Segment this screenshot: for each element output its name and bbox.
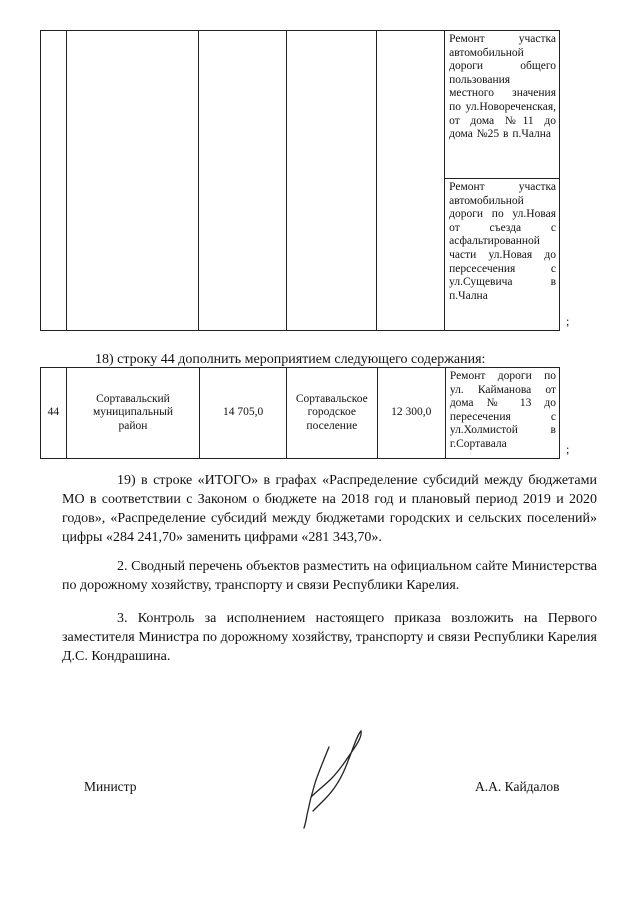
objects-table-continued bbox=[40, 30, 560, 331]
table-row bbox=[41, 368, 560, 459]
paragraph-3: 3. Контроль за исполнением настоящего приказа возложить на Первого заместителя Министра по дорожному хозяйству, транспорту и связи Республики Карелия Д.С. Кондрашина. bbox=[62, 611, 597, 664]
row-44-table bbox=[40, 367, 560, 459]
table-cell-event bbox=[445, 179, 560, 331]
table-cell bbox=[286, 31, 376, 331]
trailing-semicolon: ; bbox=[566, 442, 570, 456]
event-text: Ремонт участка автомобильной дороги по ул.Новая от съезда с асфальтированной части ул.Новая до персесечения с ул.Сущевича в п.Чална bbox=[449, 181, 556, 302]
table-cell bbox=[66, 31, 199, 331]
event-text: Ремонт дороги по ул. Кайманова от дома № 13 до пересечения с ул.Холмистой в г.Сортавала bbox=[449, 370, 556, 450]
event-text: Ремонт участка автомобильной дороги общего пользования местного значения по ул.Новореченская, от дома №11 до дома №25 в п.Чална bbox=[449, 33, 556, 141]
event-cell bbox=[445, 368, 559, 459]
paragraph-19: 19) в строке «ИТОГО» в графах «Распределение субсидий между бюджетами МО в соответствии с Законом о бюджете на 2018 год и плановый период 2019 и 2020 годов», «Распределение субсидий между бюджетами городских и сельских поселений» цифры «284 241,70» заменить цифрами «281 343,70». bbox=[62, 473, 597, 545]
table-cell bbox=[41, 31, 67, 331]
district-text: Сортавальский муниципальный район bbox=[92, 392, 173, 432]
paragraph-2: 2. Сводный перечень объектов разместить на официальном сайте Министерства по дорожному хозяйству, транспорту и связи Республики Карелия. bbox=[62, 559, 597, 593]
table-row bbox=[41, 31, 560, 179]
settlement-text: Сортавальское городское поселение bbox=[295, 392, 368, 432]
amount2-cell: 12 300,0 bbox=[377, 368, 445, 459]
signatory-title: Министр bbox=[84, 779, 137, 794]
table-cell-event bbox=[445, 31, 560, 179]
settlement-cell bbox=[286, 368, 377, 459]
district-cell bbox=[66, 368, 200, 459]
row-number: 44 bbox=[41, 368, 67, 459]
trailing-semicolon: ; bbox=[566, 314, 570, 328]
item-18-heading: 18) строку 44 дополнить мероприятием следующего содержания: bbox=[95, 352, 486, 367]
handwritten-signature bbox=[285, 725, 375, 830]
signatory-name: А.А. Кайдалов bbox=[475, 779, 560, 794]
table-cell bbox=[376, 31, 444, 331]
table-cell bbox=[199, 31, 286, 331]
amount1-cell: 14 705,0 bbox=[200, 368, 287, 459]
